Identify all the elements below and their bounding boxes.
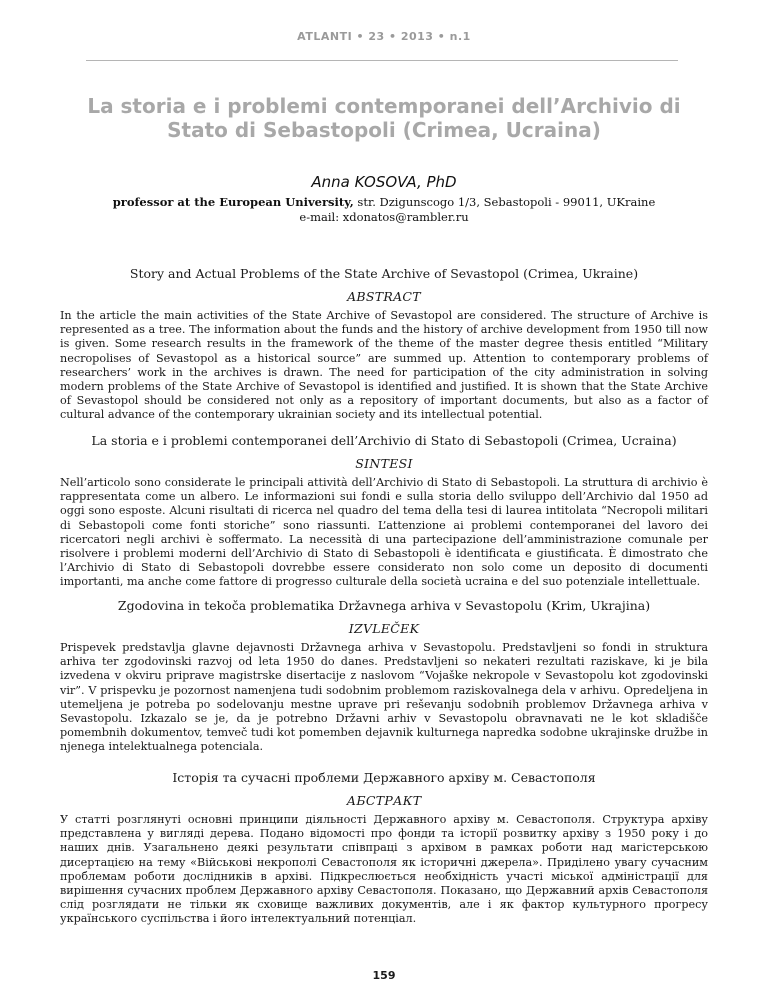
abstract-text: Prispevek predstavlja glavne dejavnosti Državnega arhiva v Sevastopolu. Predstavljeni so fondi in struktura arhiva ter zgodovinski razvoj od leta 1950 do danes. Predstavljeni so nekateri rezultati raziskave, ki je bila izvedena v okviru priprave magistrske disertacije z naslovom “Vojaške nekropole v Sevastopolu kot zgodovinski vir”. V prispevku je pozornost namenjena tudi sodobnim problemom raziskovalnega dela v arhivu. Opredeljena in utemeljena je potreba po sodelovanju mestne uprave pri reševanju sodobnih problemov Državnega arhiva v Sevastopolu. Izkazalo se je, da je potrebno Državni arhiv v Sevastopolu obravnavati ne le kot skladišče pomembnih dokumentov, temveč tudi kot pomemben dejavnik kulturnega napredka sodobne ukrajinske družbe in njenega intelektualnega potenciala. — [60, 641, 708, 754]
abstract-title: Story and Actual Problems of the State Archive of Sevastopol (Crimea, Ukraine) — [129, 266, 639, 281]
affiliation-institution: professor at the European University, — [112, 195, 354, 209]
abstract-english — [60, 266, 708, 423]
abstract-italian — [60, 433, 708, 590]
abstract-heading: IZVLEČEK — [348, 621, 420, 636]
header-rule — [86, 60, 678, 61]
abstract-text: У статті розглянуті основні принципи діяльності Державного архіву м. Севастополя. Структура архіву представлена у вигляді дерева. Подано відомості про фонди та історії розвитку архіву з 1950 року і до наших днів. Узагальнено деякі результати співпраці з архівом в рамках роботи над магістерською дисертацією на тему «Військові некрополі Севастополя як історичні джерела». Приділено увагу сучасним проблемам роботи дослідників в архіві. Підкреслюється необхідність участі міської адміністрації для вирішення сучасних проблем Державного архіву Севастополя. Показано, що Державний архів Севастополя слід розглядати не тільки як сховище важливих документів, але і як фактор культурного прогресу українського суспільства і його інтелектуальний потенціал. — [60, 813, 708, 926]
article-title: La storia e i problemi contemporanei dell’Archivio di Stato di Sebastopoli (Crimea, Ucraina) — [87, 94, 681, 142]
abstract-title: Zgodovina in tekoča problematika Državnega arhiva v Sevastopolu (Krim, Ukrajina) — [117, 598, 651, 613]
author-name: Anna KOSOVA, PhD — [311, 173, 457, 191]
abstract-heading: ABSTRACT — [347, 289, 421, 304]
affiliation-address: str. Dzigunscogo 1/3, Sebastopoli - 99011, UKraine — [353, 195, 656, 209]
abstract-text: In the article the main activities of the State Archive of Sevastopol are considered. The structure of Archive is represented as a tree. The information about the funds and the history of archive development from 1950 till now is given. Some research results in the framework of the theme of the master degree thesis entitled “Military necropolises of Sevastopol as a historical source” are summed up. Attention to contemporary problems of researchers’ work in the archives is drawn. The need for participation of the city administration in solving modern problems of the State Archive of Sevastopol is identified and justified. It is shown that the State Archive of Sevastopol should be considered not only as a repository of important documents, but also as a factor of cultural advance of the contemporary ukrainian society and its intellectual potential. — [60, 309, 708, 422]
abstract-title: La storia e i problemi contemporanei dell’Archivio di Stato di Sebastopoli (Crimea, Ucraina) — [91, 433, 677, 448]
journal-header: ATLANTI • 23 • 2013 • n.1 — [297, 30, 471, 43]
abstract-ukrainian — [60, 770, 708, 927]
author-affiliation — [60, 195, 708, 225]
page-number: 159 — [372, 969, 396, 982]
abstract-title: Історія та сучасні проблеми Державного архіву м. Севастополя — [172, 770, 596, 785]
author-email: e-mail: xdonatos@rambler.ru — [299, 210, 469, 224]
abstract-slovenian — [60, 598, 708, 755]
abstract-text: Nell’articolo sono considerate le principali attività dell’Archivio di Stato di Sebastopoli. La struttura di archivio è rappresentata come un albero. Le informazioni sui fondi e sulla storia dello sviluppo dell’Archivio dal 1950 ad oggi sono esposte. Alcuni risultati di ricerca nel quadro del tema della tesi di laurea intitolata “Necropoli militari di Sebastopoli come fonti storiche” sono riassunti. L’attenzione ai problemi contemporanei del lavoro dei ricercatori negli archivi è soffermato. La necessità di una partecipazione dell’amministrazione comunale per risolvere i problemi moderni dell’Archivio di Stato di Sebastopoli è identificata e giustificata. È dimostrato che l’Archivio di Stato di Sebastopoli dovrebbe essere considerato non solo come un deposito di documenti importanti, ma anche come fattore di progresso culturale della società ucraina e del suo potenziale intellettuale. — [60, 476, 708, 589]
abstract-heading: SINTESI — [355, 456, 413, 471]
abstract-heading: АБСТРАКТ — [346, 793, 422, 808]
